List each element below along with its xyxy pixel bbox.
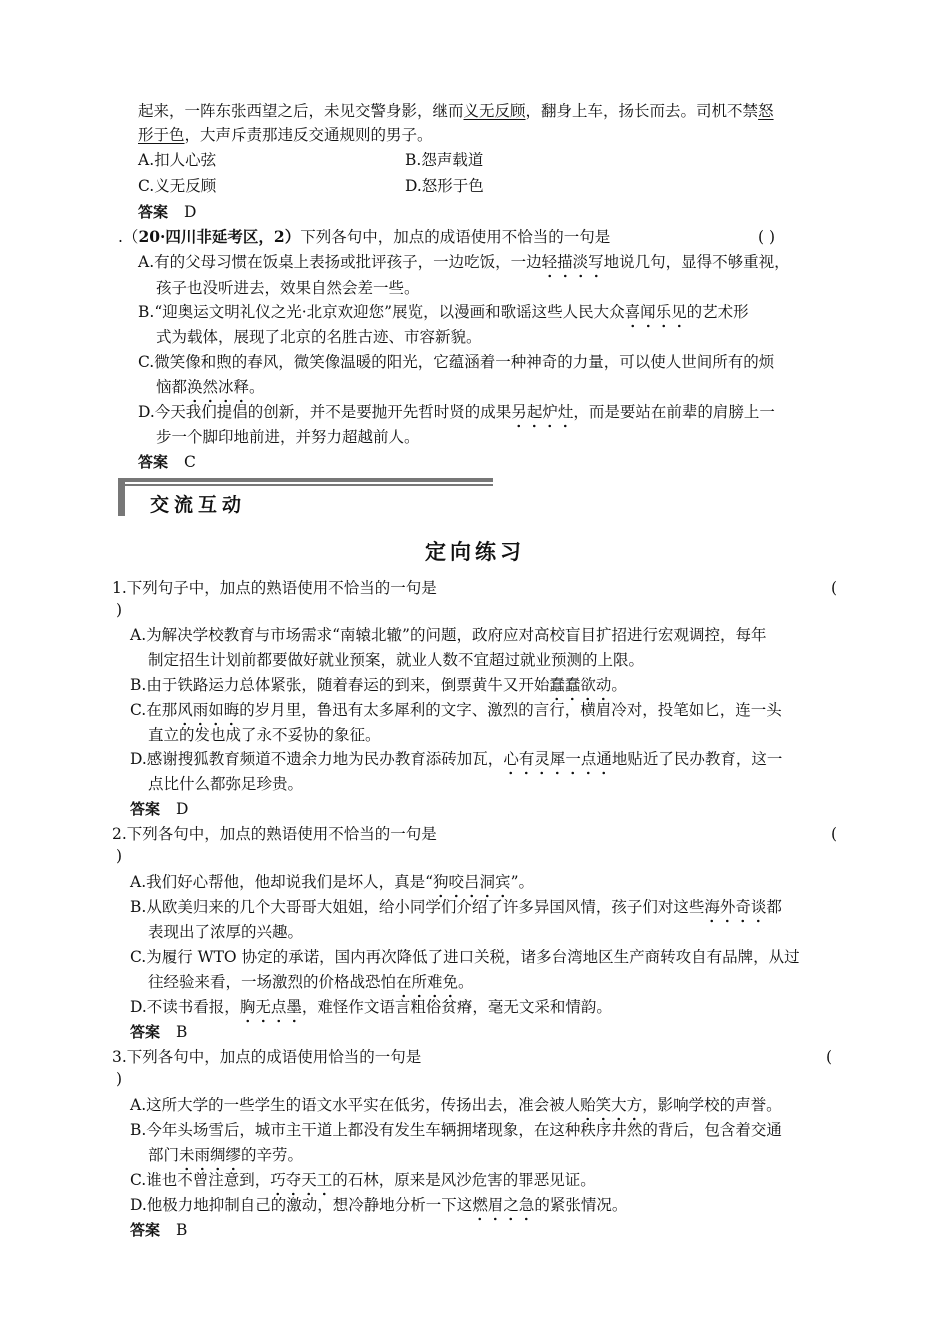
- option-d: D.他极力地抑制自己的激动，想冷静地分析一下这燃眉之急的紧张情况。: [130, 1196, 628, 1214]
- option-a: A.有的父母习惯在饭桌上表扬或批评孩子，一边吃饭，一边轻描淡写地说几句，显得不够重视，: [138, 253, 790, 271]
- dotted-phrase: 涣然冰释: [187, 378, 250, 396]
- dotted-phrase: 轻描淡写: [541, 253, 604, 271]
- answer-line: 答案 C: [138, 453, 196, 471]
- answer-paren-open: (: [831, 579, 838, 597]
- answer-paren: ( ): [758, 228, 776, 246]
- dotted-phrase: 喜闻乐见: [624, 303, 687, 321]
- option-b-cont: 式为载体，展现了北京的名胜古迹、市容新貌。: [156, 328, 482, 346]
- answer-paren-open: (: [831, 825, 838, 843]
- option-a: A.为解决学校教育与市场需求“南辕北辙”的问题，政府应对高校盲目扩招进行宏观调控，每年: [130, 626, 767, 644]
- option-c-cont: 直立的发也成了永不妥协的象征。: [148, 726, 381, 744]
- option-b-cont: 部门未雨绸缪的辛劳。: [148, 1146, 304, 1164]
- option-a-cont: 孩子也没听进去，效果自然会差一些。: [156, 279, 420, 297]
- answer-line: 答案 D: [130, 800, 189, 818]
- option-b: B.怨声载道: [405, 151, 484, 169]
- dotted-phrase: 在所难免: [396, 973, 459, 991]
- answer-line: 答案 B: [130, 1023, 188, 1041]
- option-d: D.感谢搜狐教育频道不遗余力地为民办教育添砖加瓦，心有灵犀一点通地贴近了民办教育，这一: [130, 750, 783, 768]
- page-subtitle: 定向练习: [425, 540, 525, 564]
- dotted-phrase: 狗咬吕洞宾: [433, 873, 511, 891]
- option-d-cont: 步一个脚印地前进，并努力超越前人。: [156, 428, 420, 446]
- dotted-phrase: 风雨如晦: [177, 701, 240, 719]
- option-a: A.这所大学的一些学生的语文水平实在低劣，传扬出去，准会被人贻笑大方，影响学校的声誉。: [130, 1096, 782, 1114]
- answer-paren-open: (: [826, 1048, 833, 1066]
- dotted-phrase: 胸无点墨: [239, 998, 302, 1016]
- option-c: C.义无反顾: [138, 177, 217, 195]
- option-d-cont: 点比什么都弥足珍贵。: [148, 775, 304, 793]
- answer-paren-close: ): [116, 601, 123, 619]
- section-marker: [118, 478, 125, 516]
- option-b: B.从欧美归来的几个大哥哥大姐姐，给小同学们介绍了许多异国风情，孩子们对这些海外奇谈都: [130, 898, 782, 916]
- option-a-cont: 制定招生计划前都要做好就业预案，就业人数不宜超过就业预测的上限。: [148, 651, 645, 669]
- dotted-phrase: 巧夺天工: [270, 1171, 333, 1189]
- option-c-cont: 往经验来看，一场激烈的价格战恐怕在所难免。: [148, 973, 474, 991]
- option-b-cont: 表现出了浓厚的兴趣。: [148, 923, 304, 941]
- option-b: B.由于铁路运力总体紧张，随着春运的到来，倒票黄牛又开始蠢蠢欲动。: [130, 676, 627, 694]
- dotted-phrase: 另起炉灶: [511, 403, 574, 421]
- section-rule: [118, 478, 493, 482]
- answer-paren-close: ): [116, 847, 123, 865]
- dotted-phrase: 未雨绸缪: [179, 1146, 242, 1164]
- question-stem: .（20·四川非延考区，2）下列各句中，加点的成语使用不恰当的一句是: [118, 227, 611, 246]
- answer-line: 答案 D: [138, 203, 197, 221]
- option-c: C.为履行 WTO 协定的承诺，国内再次降低了进口关税，诸多台湾地区生产商转攻自有品牌，从过: [130, 948, 800, 966]
- option-d: D.怒形于色: [405, 177, 484, 195]
- answer-line: 答案 B: [130, 1221, 188, 1239]
- underlined-phrase: 义无反顾: [463, 102, 526, 120]
- option-c-cont: 恼都涣然冰释。: [156, 378, 265, 396]
- dotted-phrase: 贻笑大方: [580, 1096, 643, 1114]
- dotted-phrase: 蠢蠢欲动: [549, 676, 612, 694]
- option-d: D.不读书看报，胸无点墨，难怪作文语言粗俗贫瘠，毫无文采和情韵。: [130, 998, 612, 1016]
- question-stem: 2.下列各句中，加点的熟语使用不恰当的一句是: [112, 825, 437, 843]
- option-d: D.今天我们提倡的创新，并不是要抛开先哲时贤的成果另起炉灶，而是要站在前辈的肩膀上一: [138, 403, 775, 421]
- option-a: A.我们好心帮他，他却说我们是坏人，真是“狗咬吕洞宾”。: [130, 873, 534, 891]
- question-stem: 1.下列句子中，加点的熟语使用不恰当的一句是: [112, 579, 437, 597]
- dotted-phrase: 燃眉之急: [472, 1196, 535, 1214]
- top-line-1: 起来，一阵东张西望之后，未见交警身影，继而义无反顾，翻身上车，扬长而去。司机不禁怒: [138, 102, 774, 120]
- option-c: C.微笑像和煦的春风，微笑像温暖的阳光，它蕴涵着一种神奇的力量，可以使人世间所有的烦: [138, 353, 775, 371]
- answer-paren-close: ): [116, 1070, 123, 1088]
- option-b: B.今年头场雪后，城市主干道上都没有发生车辆拥堵现象，在这种秩序井然的背后，包含着交通: [130, 1121, 782, 1139]
- question-stem: 3.下列各句中，加点的成语使用恰当的一句是: [112, 1048, 422, 1066]
- option-c: C.谁也不曾注意到，巧夺天工的石林，原来是风沙危害的罪恶见证。: [130, 1171, 596, 1189]
- section-rule-thin: [118, 484, 493, 486]
- option-b: B.“迎奥运文明礼仪之光·北京欢迎您”展览，以漫画和歌谣这些人民大众喜闻乐见的艺术形: [138, 303, 749, 321]
- top-line-2: 形于色，大声斥责那违反交通规则的男子。: [138, 126, 433, 144]
- dotted-phrase: 心有灵犀一点通: [503, 750, 612, 768]
- underlined-phrase: 形于色: [138, 126, 185, 144]
- option-a: A.扣人心弦: [138, 151, 217, 169]
- section-title: 交流互动: [150, 494, 247, 516]
- option-c: C.在那风雨如晦的岁月里，鲁迅有太多犀利的文字、激烈的言行，横眉冷对，投笔如匕，连一头: [130, 701, 782, 719]
- dotted-phrase: 海外奇谈: [704, 898, 767, 916]
